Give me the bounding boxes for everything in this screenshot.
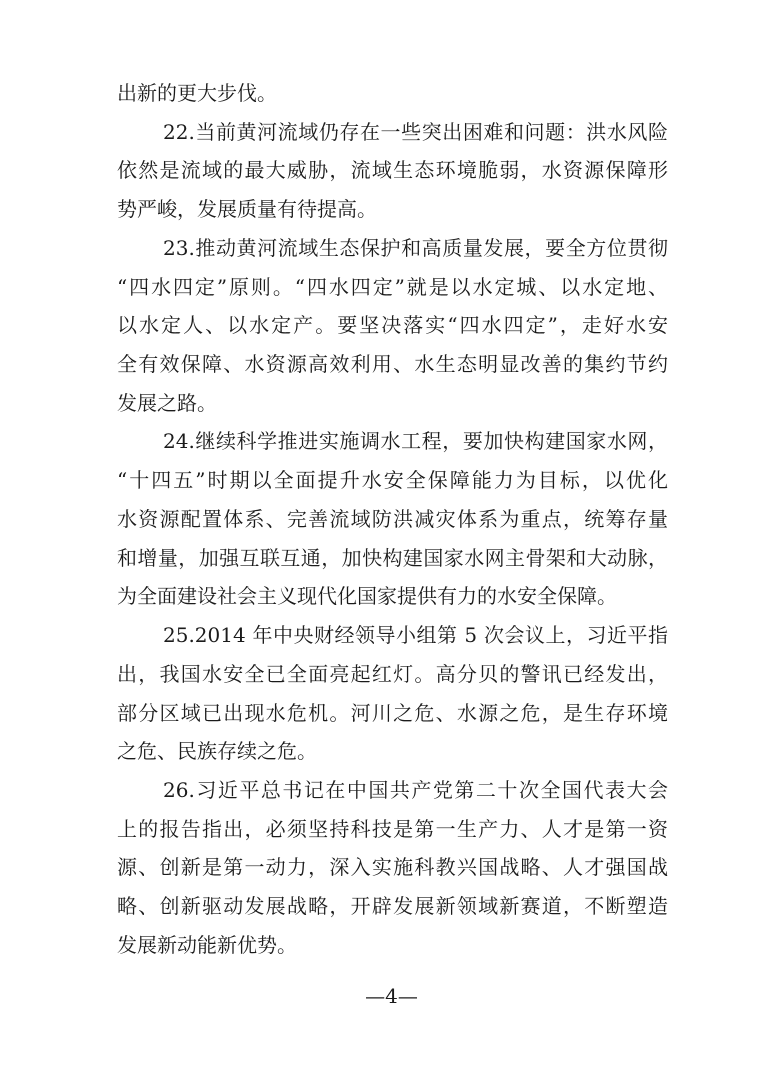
text-line: “四水四定”原则。“四水四定”就是以水定城、以水定地、 xyxy=(117,274,668,299)
text-line: 水资源配置体系、完善流域防洪减灾体系为重点，统筹存量 xyxy=(117,506,668,531)
text-line: 22.当前黄河流域仍存在一些突出困难和问题：洪水风险 xyxy=(163,119,668,144)
paragraph-item-24 xyxy=(117,422,668,616)
text-line: 源、创新是第一动力，深入实施科教兴国战略、人才强国战 xyxy=(117,855,668,880)
text-line: 出新的更大步伐。 xyxy=(117,81,277,105)
text-line: 和增量，加强互联互通，加快构建国家水网主骨架和大动脉， xyxy=(117,545,668,570)
text-line: “十四五”时期以全面提升水安全保障能力为目标，以优化 xyxy=(117,468,668,493)
text-line: 依然是流域的最大威胁，流域生态环境脆弱，水资源保障形 xyxy=(117,158,668,183)
page-number: —4— xyxy=(365,984,418,1008)
text-line: 发展之路。 xyxy=(117,390,217,415)
paragraph-item-23 xyxy=(117,229,668,423)
text-line: 发展新动能新优势。 xyxy=(117,932,297,957)
text-line: 为全面建设社会主义现代化国家提供有力的水安全保障。 xyxy=(117,584,617,609)
paragraph-item-25 xyxy=(117,616,668,771)
text-line: 出，我国水安全已全面亮起红灯。高分贝的警讯已经发出， xyxy=(117,661,668,686)
paragraph-continuation xyxy=(117,74,668,113)
paragraph-item-26 xyxy=(117,771,668,965)
text-line: 略、创新驱动发展战略，开辟发展新领域新赛道，不断塑造 xyxy=(117,894,668,919)
paragraph-item-22 xyxy=(117,113,668,229)
text-line: 26.习近平总书记在中国共产党第二十次全国代表大会 xyxy=(163,777,668,802)
text-line: 23.推动黄河流域生态保护和高质量发展，要全方位贯彻 xyxy=(163,235,668,260)
text-line: 24.继续科学推进实施调水工程，要加快构建国家水网， xyxy=(163,429,668,454)
text-line: 以水定人、以水定产。要坚决落实“四水四定”，走好水安 xyxy=(117,313,668,338)
body-text xyxy=(117,74,668,965)
text-line: 势严峻，发展质量有待提高。 xyxy=(117,197,377,222)
text-line: 部分区域已出现水危机。河川之危、水源之危，是生存环境 xyxy=(117,700,668,725)
text-line: 之危、民族存续之危。 xyxy=(117,739,317,764)
text-line: 上的报告指出，必须坚持科技是第一生产力、人才是第一资 xyxy=(117,816,668,841)
text-line: 25.2014 年中央财经领导小组第 5 次会议上，习近平指 xyxy=(163,623,668,648)
text-line: 全有效保障、水资源高效利用、水生态明显改善的集约节约 xyxy=(117,352,668,377)
